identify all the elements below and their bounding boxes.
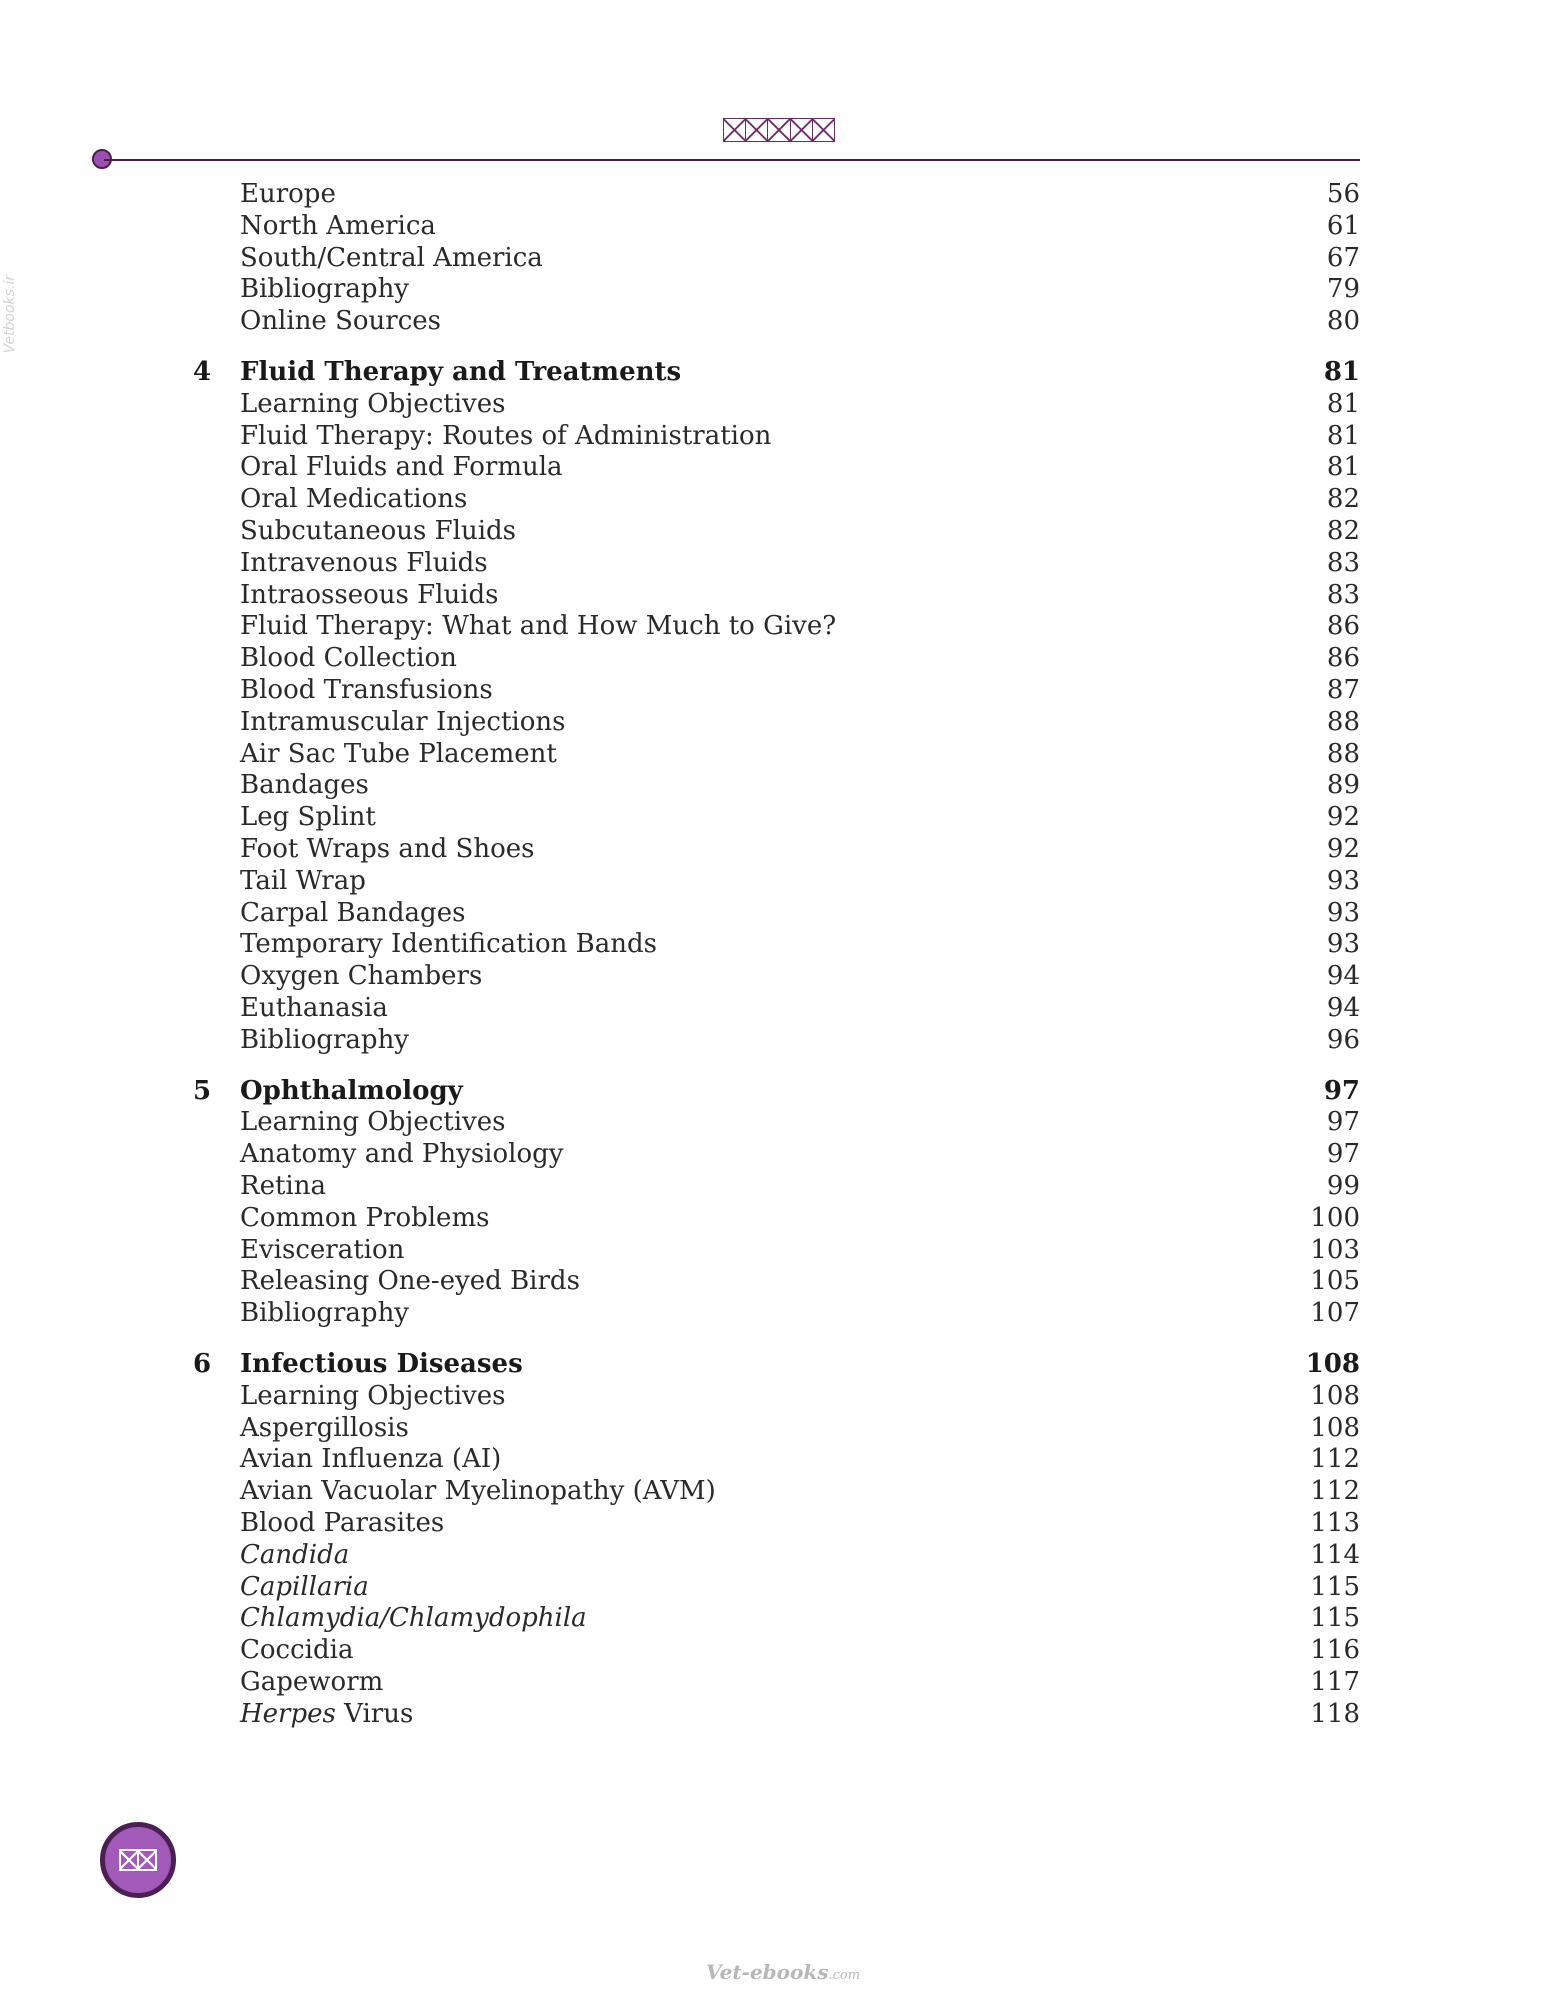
entry-title-text: Learning Objectives [240,1380,506,1411]
entry-title [240,642,457,674]
toc-chapter-row [0,1348,1546,1380]
toc-entry-row [0,515,1546,547]
entry-title [240,1475,716,1507]
page-number: 56 [1326,179,1360,209]
entry-title-text: Temporary Identification Bands [240,929,657,960]
toc-entry-row [0,210,1546,242]
page-number: 97 [1326,1107,1360,1138]
entry-title [240,1634,353,1666]
header-rule [104,159,1360,161]
entry-title-text: Oral Medications [240,484,468,515]
running-header-glyph [723,118,835,142]
entry-title [240,1443,501,1475]
entry-title-text: Carpal Bandages [240,897,466,928]
entry-title-text: Retina [240,1171,326,1201]
page-number: 88 [1326,738,1360,769]
entry-title-text: Gapeworm [240,1667,384,1697]
entry-title-text: Intramuscular Injections [240,706,566,737]
toc-entry-row [0,865,1546,897]
page-number: 117 [1310,1667,1360,1697]
page-number: 105 [1310,1266,1360,1297]
page-number: 93 [1326,865,1360,896]
entry-title [240,1507,444,1539]
entry-title-italic: Capillaria [240,1571,369,1602]
toc-entry-row [0,273,1546,305]
entry-title-text: Europe [240,179,336,209]
entry-title-text: Common Problems [240,1202,490,1233]
chapter-number: 4 [192,357,212,387]
page-number: 79 [1326,274,1360,305]
toc-entry-row [0,242,1546,274]
footer-watermark-main: Vet-ebooks [706,1960,829,1984]
toc-entry-row [0,1234,1546,1266]
entry-title-text: Blood Transfusions [240,675,493,705]
entry-title [240,210,436,242]
toc-entry-row [0,1571,1546,1603]
entry-title-text: Blood Parasites [240,1508,445,1538]
entry-title [240,515,516,547]
entry-title [240,1698,413,1730]
entry-title [240,547,488,579]
side-watermark: Vetbooks.ir [2,275,18,354]
entry-title-text: Avian Vacuolar Myelinopathy (AVM) [240,1476,716,1507]
entry-title-text: Euthanasia [240,993,388,1023]
page-number: 80 [1326,306,1360,337]
page-number: 82 [1326,516,1360,546]
page-number: 81 [1326,420,1360,451]
toc-entry-row [0,1202,1546,1234]
page-number: 118 [1310,1698,1360,1729]
toc-chapter-row [0,356,1546,388]
entry-title-text: Intraosseous Fluids [240,579,499,610]
entry-title [240,273,409,305]
entry-title-text: Fluid Therapy and Treatments [240,357,682,387]
entry-title [240,420,771,452]
entry-title [240,1412,409,1444]
page-number: 108 [1310,1380,1360,1411]
page-number: 92 [1326,802,1360,833]
chapter-title [240,356,681,388]
entry-title [240,1024,409,1056]
entry-title-text: Anatomy and Physiology [240,1139,564,1170]
page-number: 81 [1326,452,1360,483]
toc-entry-row [0,1539,1546,1571]
page-glyph-icon [119,1849,157,1871]
page-number: 81 [1323,357,1360,387]
entry-title [240,1234,404,1266]
page-number: 115 [1310,1603,1360,1634]
entry-title [240,1297,409,1329]
toc-entry-row [0,928,1546,960]
page-number: 97 [1323,1075,1360,1106]
page-number: 107 [1310,1298,1360,1329]
entry-title-text: Learning Objectives [240,1107,506,1138]
page-number: 97 [1326,1139,1360,1170]
toc-entry-row [0,388,1546,420]
entry-title [240,1202,489,1234]
page-number: 93 [1326,897,1360,928]
entry-title [240,833,534,865]
toc-entry-row [0,1475,1546,1507]
toc-entry-row [0,1138,1546,1170]
entry-title-text: Bibliography [240,1298,409,1329]
page-number: 83 [1326,579,1360,610]
page-number: 87 [1326,675,1360,705]
entry-title [240,242,543,274]
entry-title [240,1666,383,1698]
toc-entry-row [0,674,1546,706]
entry-title-text: Bibliography [240,1024,409,1055]
entry-title [240,451,563,483]
entry-title [240,738,557,770]
toc-entry-row [0,1106,1546,1138]
page-number: 99 [1326,1171,1360,1201]
entry-title [240,579,499,611]
entry-title-text: Subcutaneous Fluids [240,516,516,546]
entry-title-text: South/Central America [240,242,543,273]
toc-entry-row [0,642,1546,674]
entry-title-italic: Candida [240,1539,350,1570]
toc-entry-row [0,1024,1546,1056]
entry-title-text: Virus [335,1698,414,1729]
entry-title-text: Evisceration [240,1234,405,1265]
page-number: 113 [1310,1508,1360,1538]
entry-title [240,1380,505,1412]
entry-title [240,178,336,210]
entry-title-text: Fluid Therapy: Routes of Administration [240,420,772,451]
entry-title-italic: Chlamydia/Chlamydophila [240,1603,587,1634]
toc-entry-row [0,833,1546,865]
entry-title-text: Oral Fluids and Formula [240,452,563,483]
entry-title-text: Avian Influenza (AI) [240,1444,502,1475]
toc-entry-row [0,305,1546,337]
entry-title-italic: Herpes [240,1698,336,1729]
page-number: 100 [1310,1202,1360,1233]
page-number: 112 [1310,1476,1360,1507]
toc-entry-row [0,1634,1546,1666]
toc-entry-row [0,420,1546,452]
page-number: 61 [1326,210,1360,241]
entry-title-text: Leg Splint [240,802,376,833]
entry-title-text: Bibliography [240,274,409,305]
entry-title [240,928,657,960]
entry-title [240,801,376,833]
toc-entry-row [0,579,1546,611]
toc-entry-row [0,738,1546,770]
toc-entry-row [0,769,1546,801]
page-number: 86 [1326,611,1360,642]
entry-title [240,388,505,420]
page-number: 81 [1326,388,1360,419]
entry-title-text: Tail Wrap [240,865,366,896]
toc-entry-row [0,1170,1546,1202]
entry-title-text: Foot Wraps and Shoes [240,834,535,864]
page-number: 93 [1326,929,1360,960]
page-number: 82 [1326,484,1360,515]
entry-title [240,1539,349,1571]
toc-entry-row [0,1265,1546,1297]
entry-title-text: Infectious Diseases [240,1349,523,1379]
toc-chapter-row [0,1075,1546,1107]
page-number: 115 [1310,1571,1360,1602]
entry-title [240,706,565,738]
entry-title [240,769,369,801]
page-number: 67 [1326,242,1360,273]
entry-title-text: Bandages [240,770,369,801]
entry-title [240,960,482,992]
toc-entry-row [0,1602,1546,1634]
page-number: 108 [1305,1349,1360,1379]
toc-entry-row [0,960,1546,992]
entry-title [240,1138,563,1170]
entry-title-text: Oxygen Chambers [240,961,483,992]
entry-title [240,1170,326,1202]
footer-watermark-suffix: .com [828,1968,861,1983]
entry-title [240,1265,580,1297]
entry-title [240,897,465,929]
toc-entry-row [0,706,1546,738]
entry-title [240,1106,505,1138]
toc-entry-row [0,1507,1546,1539]
page-number: 89 [1326,770,1360,801]
entry-title [240,865,366,897]
toc-entry-row [0,1443,1546,1475]
entry-title-text: Fluid Therapy: What and How Much to Give? [240,611,837,642]
entry-title-text: Learning Objectives [240,388,506,419]
toc-entry-row [0,897,1546,929]
toc-entry-row [0,1698,1546,1730]
entry-title [240,1602,587,1634]
entry-title-text: Coccidia [240,1635,354,1666]
entry-title [240,992,388,1024]
entry-title [240,305,441,337]
page-number: 83 [1326,547,1360,578]
toc-entry-row [0,801,1546,833]
page-number: 108 [1310,1412,1360,1443]
toc-entry-row [0,451,1546,483]
chapter-title [240,1075,463,1107]
page-number: 94 [1326,961,1360,992]
entry-title-text: Blood Collection [240,643,457,674]
toc-entry-row [0,547,1546,579]
page-number: 103 [1310,1234,1360,1265]
entry-title-text: Releasing One-eyed Birds [240,1266,580,1297]
entry-title-text: Intravenous Fluids [240,547,488,578]
chapter-number: 6 [192,1349,212,1379]
entry-title-text: Aspergillosis [240,1412,409,1443]
entry-title [240,610,836,642]
chapter-number: 5 [192,1075,212,1106]
page-number: 116 [1310,1635,1360,1666]
entry-title-text: North America [240,210,436,241]
chapter-title [240,1348,523,1380]
entry-title [240,1571,369,1603]
page-number: 94 [1326,993,1360,1023]
page-number: 112 [1310,1444,1360,1475]
toc-entry-row [0,178,1546,210]
page-number-badge [100,1822,176,1898]
toc-entry-row [0,1297,1546,1329]
page-number: 88 [1326,706,1360,737]
toc-entry-row [0,1666,1546,1698]
footer-watermark [706,1960,860,1984]
page-number: 114 [1310,1539,1360,1570]
entry-title-text: Ophthalmology [240,1075,463,1106]
toc-entry-row [0,1412,1546,1444]
entry-title [240,483,467,515]
toc-entry-row [0,992,1546,1024]
entry-title-text: Online Sources [240,306,442,337]
page-number: 92 [1326,834,1360,864]
page-number: 86 [1326,643,1360,674]
entry-title [240,674,493,706]
entry-title-text: Air Sac Tube Placement [240,738,557,769]
toc-entry-row [0,610,1546,642]
page-number: 96 [1326,1024,1360,1055]
toc-entry-row [0,483,1546,515]
toc-entry-row [0,1380,1546,1412]
